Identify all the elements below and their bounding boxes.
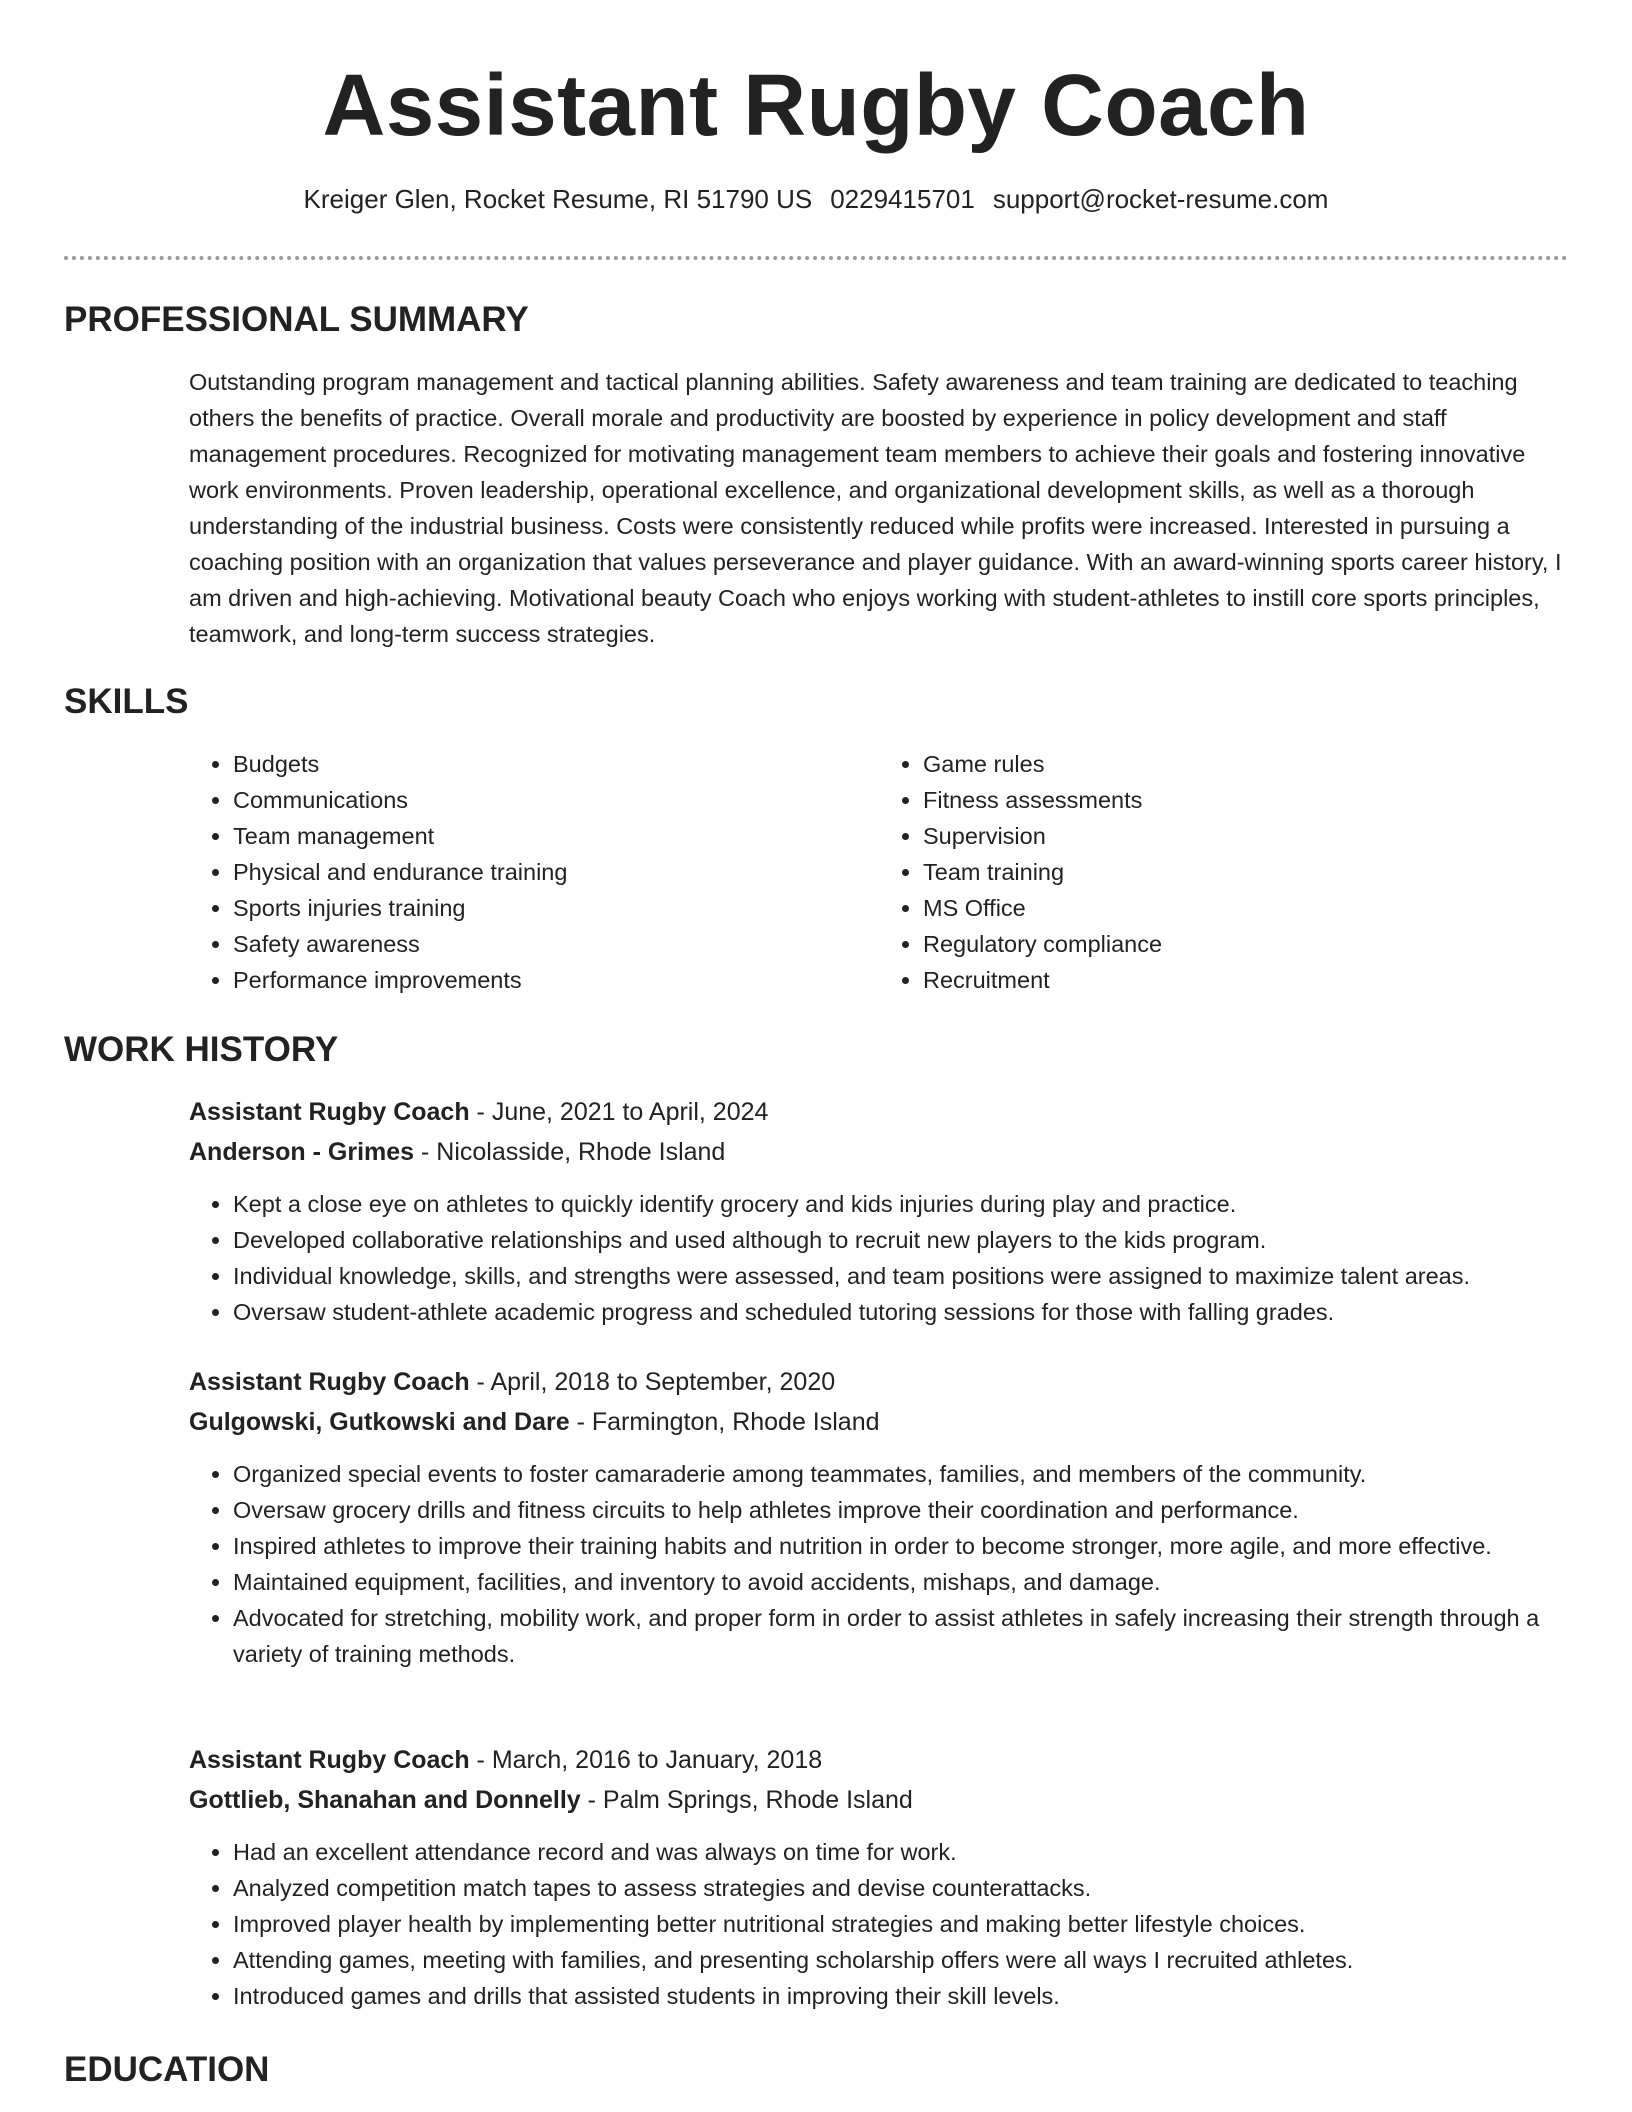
skill-item: • Team management <box>233 818 879 854</box>
job-title-line <box>189 1364 1569 1400</box>
job-company: Gulgowski, Gutkowski and Dare <box>189 1408 570 1436</box>
job-title: Assistant Rugby Coach <box>189 1098 470 1126</box>
skill-item: • Recruitment <box>923 962 1569 998</box>
skill-item: • Safety awareness <box>233 926 879 962</box>
job-company: Anderson - Grimes <box>189 1138 415 1166</box>
job-entry <box>189 1742 1569 2014</box>
contact-address: Kreiger Glen, Rocket Resume, RI 51790 US <box>303 184 813 214</box>
header-divider <box>64 256 1568 260</box>
skills-column-left <box>189 746 879 998</box>
skill-item: • Game rules <box>923 746 1569 782</box>
job-bullets <box>189 1456 1569 1672</box>
section-title-education: EDUCATION <box>64 2050 270 2089</box>
job-title-line <box>189 1094 1569 1130</box>
job-company-line <box>189 1782 1569 1818</box>
skill-item: • Supervision <box>923 818 1569 854</box>
job-bullet: • Individual knowledge, skills, and strengths were assessed, and team positions were assigned to maximize talent areas. <box>233 1258 1569 1294</box>
job-dates: - March, 2016 to January, 2018 <box>469 1746 823 1774</box>
job-bullet: • Developed collaborative relationships and used although to recruit new players to the kids program. <box>233 1222 1569 1258</box>
job-title: Assistant Rugby Coach <box>189 1746 470 1774</box>
section-title-skills: SKILLS <box>64 682 189 721</box>
skill-item: • MS Office <box>923 890 1569 926</box>
job-dates: - June, 2021 to April, 2024 <box>469 1098 769 1126</box>
summary-text: Outstanding program management and tactical planning abilities. Safety awareness and team training are dedicated to teaching others the benefits of practice. Overall morale and productivity are boosted by experience in policy development and staff management procedures. Recognized for motivating management team members to achieve their goals and fostering innovative work environments. Proven leadership, operational excellence, and organizational development skills, as well as a thorough understanding of the industrial business. Costs were consistently reduced while profits were increased. Interested in pursuing a coaching position with an organization that values perseverance and player guidance. With an award-winning sports career history, I am driven and high-achieving. Motivational beauty Coach who enjoys working with student-athletes to instill core sports principles, teamwork, and long-term success strategies. <box>189 369 1562 647</box>
skill-item: • Physical and endurance training <box>233 854 879 890</box>
job-location: - Farmington, Rhode Island <box>569 1408 880 1436</box>
skills-column-right <box>879 746 1569 998</box>
skill-item: • Fitness assessments <box>923 782 1569 818</box>
job-bullet: • Advocated for stretching, mobility work, and proper form in order to assist athletes in safely increasing their strength through a variety of training methods. <box>233 1600 1569 1672</box>
job-company-line <box>189 1134 1569 1170</box>
skills-list <box>189 746 1569 998</box>
candidate-name: Assistant Rugby Coach <box>322 57 1310 154</box>
job-title-line <box>189 1742 1569 1778</box>
job-bullet: • Introduced games and drills that assisted students in improving their skill levels. <box>233 1978 1569 2014</box>
job-bullets <box>189 1834 1569 2014</box>
job-entry <box>189 1094 1569 1330</box>
job-bullet: • Analyzed competition match tapes to assess strategies and devise counterattacks. <box>233 1870 1569 1906</box>
job-bullet: • Attending games, meeting with families, and presenting scholarship offers were all ways I recruited athletes. <box>233 1942 1569 1978</box>
skill-item: • Budgets <box>233 746 879 782</box>
skill-item: • Sports injuries training <box>233 890 879 926</box>
job-bullet: • Oversaw student-athlete academic progress and scheduled tutoring sessions for those with falling grades. <box>233 1294 1569 1330</box>
resume-page <box>64 0 1568 2112</box>
contact-email: support@rocket-resume.com <box>992 184 1329 214</box>
job-dates: - April, 2018 to September, 2020 <box>469 1368 836 1396</box>
job-bullet: • Oversaw grocery drills and fitness circuits to help athletes improve their coordination and performance. <box>233 1492 1569 1528</box>
job-bullet: • Improved player health by implementing better nutritional strategies and making better lifestyle choices. <box>233 1906 1569 1942</box>
contact-line <box>64 182 1568 216</box>
job-bullet: • Kept a close eye on athletes to quickly identify grocery and kids injuries during play and practice. <box>233 1186 1569 1222</box>
job-bullet: • Inspired athletes to improve their training habits and nutrition in order to become stronger, more agile, and more effective. <box>233 1528 1569 1564</box>
job-company-line <box>189 1404 1569 1440</box>
job-bullets <box>189 1186 1569 1330</box>
job-location: - Palm Springs, Rhode Island <box>580 1786 913 1814</box>
contact-phone: 0229415701 <box>830 184 975 214</box>
skill-item: • Communications <box>233 782 879 818</box>
job-location: - Nicolasside, Rhode Island <box>414 1138 726 1166</box>
job-bullet: • Organized special events to foster camaraderie among teammates, families, and members of the community. <box>233 1456 1569 1492</box>
section-title-summary: PROFESSIONAL SUMMARY <box>64 300 529 339</box>
section-title-work-history: WORK HISTORY <box>64 1030 339 1069</box>
skill-item: • Performance improvements <box>233 962 879 998</box>
skill-item: • Regulatory compliance <box>923 926 1569 962</box>
job-title: Assistant Rugby Coach <box>189 1368 470 1396</box>
job-company: Gottlieb, Shanahan and Donnelly <box>189 1786 581 1814</box>
job-entry <box>189 1364 1569 1672</box>
job-bullet: • Maintained equipment, facilities, and inventory to avoid accidents, mishaps, and damage. <box>233 1564 1569 1600</box>
skill-item: • Team training <box>923 854 1569 890</box>
job-bullet: • Had an excellent attendance record and was always on time for work. <box>233 1834 1569 1870</box>
